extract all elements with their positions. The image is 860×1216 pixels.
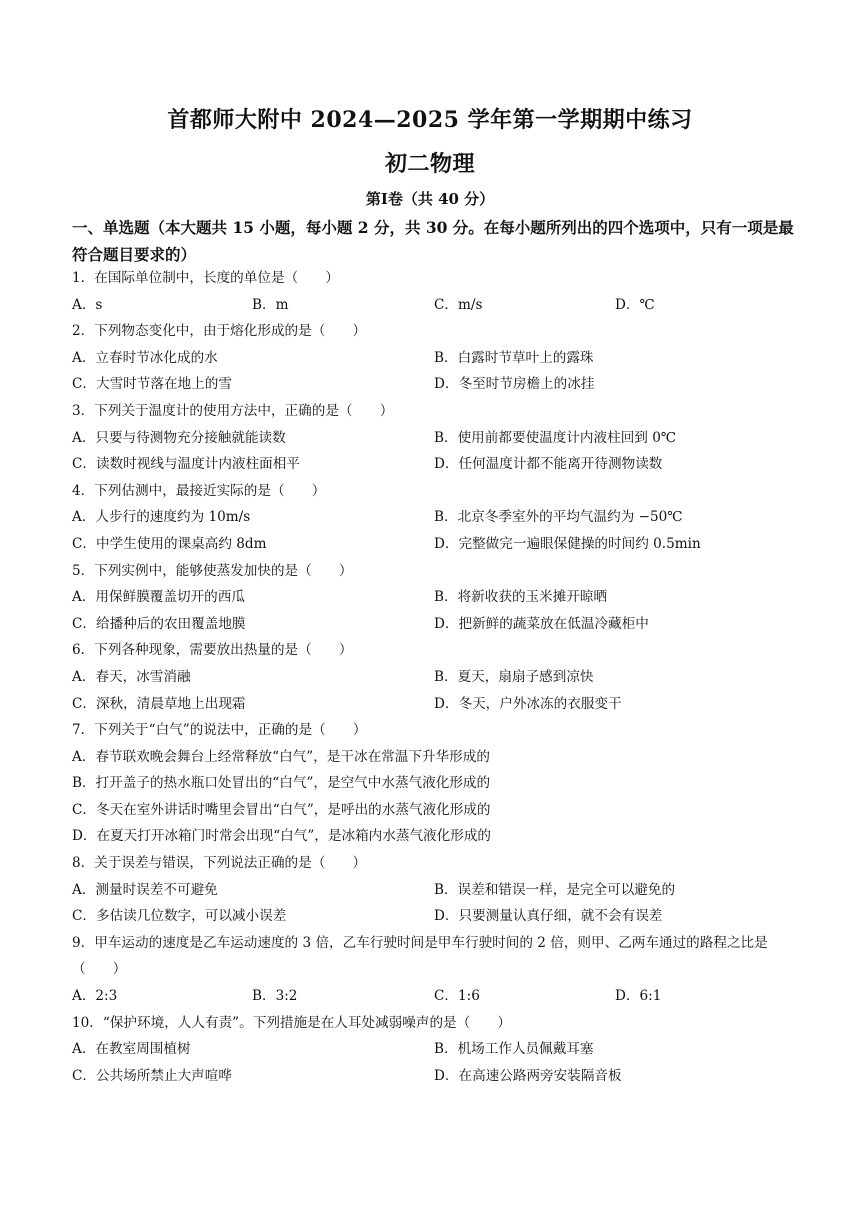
option-d: D．℃ xyxy=(615,296,655,313)
options-row xyxy=(72,1036,802,1063)
question-stem: 9．甲车运动的速度是乙车运动速度的 3 倍，乙车行驶时间是甲车行驶时间的 2 倍，则甲、乙两车通过的路程之比是（ ） xyxy=(72,934,768,978)
volume-heading: 第Ⅰ卷（共 40 分） xyxy=(365,190,495,208)
option-a: A．2:3 xyxy=(72,988,118,1005)
option-c: C．1:6 xyxy=(434,988,480,1005)
question-stem: 3．下列关于温度计的使用方法中，正确的是（ ） xyxy=(72,402,394,419)
option-d: D．冬天，户外冰冻的衣服变干 xyxy=(434,695,622,712)
option-b: B．使用前都要使温度计内液柱回到 0℃ xyxy=(434,429,677,446)
section-heading: 一、单选题（本大题共 15 小题，每小题 2 分，共 30 分。在每小题所列出的四个选项中，只有一项是最符合题目要求的） xyxy=(72,218,794,264)
question-stem: 4．下列估测中，最接近实际的是（ ） xyxy=(72,482,326,499)
option-c: C．多估读几位数字，可以减小误差 xyxy=(72,908,287,925)
option-a: A．只要与待测物充分接触就能读数 xyxy=(72,429,286,446)
options-row xyxy=(72,371,802,398)
option-c: C．大雪时节落在地上的雪 xyxy=(72,376,232,393)
question-stem: 6．下列各种现象，需要放出热量的是（ ） xyxy=(72,642,353,659)
option-d: D．冬至时节房檐上的冰挂 xyxy=(434,376,595,393)
option-b: B．误差和错误一样，是完全可以避免的 xyxy=(434,881,676,898)
options-row xyxy=(72,664,802,691)
option-c: C．m/s xyxy=(434,296,483,313)
question-list xyxy=(72,265,802,1089)
option-d: D．在夏天打开冰箱门时常会出现“白气”，是冰箱内水蒸气液化形成的 xyxy=(72,828,492,845)
option-b: B．m xyxy=(252,296,289,313)
option-d: D．6:1 xyxy=(615,988,662,1005)
option-a: A．测量时误差不可避免 xyxy=(72,881,218,898)
options-row xyxy=(72,292,802,319)
question-stem: 10．“保护环境，人人有责”。下列措施是在人耳处减弱噪声的是（ ） xyxy=(72,1014,512,1031)
options-row xyxy=(72,877,802,904)
option-b: B．将新收获的玉米摊开晾晒 xyxy=(434,589,608,606)
question-stem: 8．关于误差与错误，下列说法正确的是（ ） xyxy=(72,855,367,872)
option-a: A．用保鲜膜覆盖切开的西瓜 xyxy=(72,589,245,606)
options-row xyxy=(72,584,802,611)
option-a: A．春节联欢晚会舞台上经常释放“白气”，是干冰在常温下升华形成的 xyxy=(72,748,490,765)
option-c: C．给播种后的农田覆盖地膜 xyxy=(72,615,246,632)
option-b: B．3:2 xyxy=(252,988,298,1005)
option-d: D．任何温度计都不能离开待测物读数 xyxy=(434,456,663,473)
options-row xyxy=(72,531,802,558)
option-a: A．在教室周围植树 xyxy=(72,1041,191,1058)
option-c: C．中学生使用的课桌高约 8dm xyxy=(72,535,267,552)
question-stem: 1．在国际单位制中，长度的单位是（ ） xyxy=(72,270,339,286)
option-d: D．把新鲜的蔬菜放在低温冷藏柜中 xyxy=(434,615,649,632)
options-row xyxy=(72,983,802,1010)
option-c: C．公共场所禁止大声喧哗 xyxy=(72,1067,232,1084)
options-row xyxy=(72,425,802,452)
option-b: B．北京冬季室外的平均气温约为 −50℃ xyxy=(434,509,683,526)
option-a: A．人步行的速度约为 10m/s xyxy=(72,509,251,526)
option-d: D．在高速公路两旁安装隔音板 xyxy=(434,1067,622,1084)
exam-subject: 初二物理 xyxy=(384,151,475,177)
option-c: C．读数时视线与温度计内液柱面相平 xyxy=(72,456,300,473)
option-c: C．冬天在室外讲话时嘴里会冒出“白气”，是呼出的水蒸气液化形成的 xyxy=(72,801,491,818)
option-d: D．完整做完一遍眼保健操的时间约 0.5min xyxy=(434,535,701,552)
option-b: B．机场工作人员佩戴耳塞 xyxy=(434,1041,594,1058)
option-b: B．打开盖子的热水瓶口处冒出的“白气”，是空气中水蒸气液化形成的 xyxy=(72,775,491,792)
options-row xyxy=(72,1063,802,1090)
question-stem: 2．下列物态变化中，由于熔化形成的是（ ） xyxy=(72,323,367,340)
option-c: C．深秋，清晨草地上出现霜 xyxy=(72,695,246,712)
exam-title: 首都师大附中 2024—2025 学年第一学期期中练习 xyxy=(167,107,693,133)
options-row xyxy=(72,903,802,930)
option-d: D．只要测量认真仔细，就不会有误差 xyxy=(434,908,663,925)
options-row xyxy=(72,345,802,372)
option-a: A．s xyxy=(72,296,103,313)
options-row xyxy=(72,451,802,478)
question-stem: 7．下列关于“白气”的说法中，正确的是（ ） xyxy=(72,722,367,739)
options-row xyxy=(72,691,802,718)
options-row xyxy=(72,504,802,531)
option-b: B．白露时节草叶上的露珠 xyxy=(434,349,594,366)
option-a: A．立春时节冰化成的水 xyxy=(72,349,218,366)
option-b: B．夏天，扇扇子感到凉快 xyxy=(434,668,594,685)
question-stem: 5．下列实例中，能够使蒸发加快的是（ ） xyxy=(72,562,353,579)
option-a: A．春天，冰雪消融 xyxy=(72,668,191,685)
options-row xyxy=(72,611,802,638)
